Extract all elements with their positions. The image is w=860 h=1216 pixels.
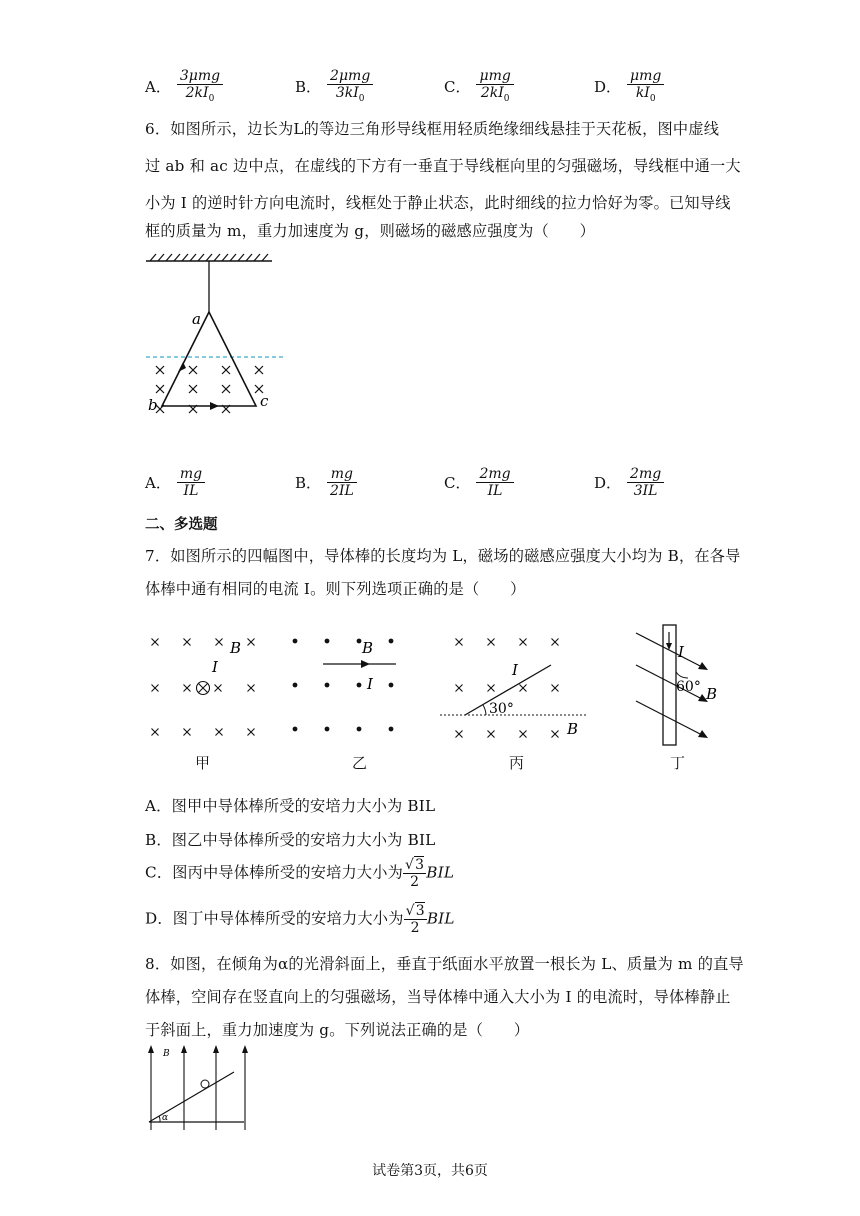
caption-yi: 乙 <box>352 754 368 772</box>
q7-option-a[interactable]: A．图甲中导体棒所受的安培力大小为 BIL <box>145 797 436 815</box>
fraction: $\frac{mg}{IL}$ <box>177 466 205 499</box>
q7-line-2: 体棒中通有相同的电流 I。则下列选项正确的是（ ） <box>145 580 526 598</box>
fraction: $\frac{mg}{2IL}$ <box>327 466 357 499</box>
q5-option-a[interactable]: A． $\frac{\text{3μmg}}{2kI_0}$ <box>145 68 223 104</box>
ding-label-b: B <box>706 685 718 703</box>
jia-label-b: B <box>230 639 242 657</box>
q7-option-d[interactable]: D．图丁中导体棒所受的安培力大小为 $\frac{√3}{2}$ BIL <box>145 903 455 937</box>
fraction: $\frac{\text{μmg}}{kI_0}$ <box>627 68 664 104</box>
q6-line-4: 框的质量为 m，重力加速度为 g，则磁场的磁感应强度为（ ） <box>145 222 596 240</box>
q8-label-alpha: α <box>162 1113 169 1123</box>
ding-label-i: I <box>678 643 684 661</box>
figure-yi <box>293 639 394 732</box>
bing-label-i: I <box>512 661 518 679</box>
q6-line-3: 小为 I 的逆时针方向电流时，线框处于静止状态，此时细线的拉力恰好为零。已知导线 <box>145 194 731 212</box>
fraction: $\frac{\text{3μmg}}{2kI_0}$ <box>177 68 223 104</box>
q8-label-b: B <box>163 1049 170 1059</box>
page-footer: 试卷第3页，共6页 <box>372 1163 488 1179</box>
q6-option-b[interactable]: B． $\frac{mg}{2IL}$ <box>295 466 357 499</box>
yi-label-b: B <box>362 639 374 657</box>
q7-line-1: 7．如图所示的四幅图中，导体棒的长度均为 L，磁场的磁感应强度大小均为 B，在各导 <box>145 547 741 565</box>
q7-figures <box>140 620 730 752</box>
q5-option-c[interactable]: C． $\frac{\text{μmg}}{2kI_0}$ <box>444 68 514 104</box>
q8-line-1: 8．如图，在倾角为α的光滑斜面上，垂直于纸面水平放置一根长为 L、质量为 m 的直导 <box>145 955 744 973</box>
q6-option-a[interactable]: A． $\frac{mg}{IL}$ <box>145 466 205 499</box>
q6-line-1: 6．如图所示，边长为L的等边三角形导线框用轻质绝缘细线悬挂于天花板，图中虚线 <box>145 120 720 138</box>
fraction: $\frac{\text{μmg}}{2kI_0}$ <box>476 68 513 104</box>
caption-ding: 丁 <box>670 754 686 772</box>
caption-bing: 丙 <box>509 754 525 772</box>
q6-option-c[interactable]: C． $\frac{2mg}{IL}$ <box>444 466 514 499</box>
jia-label-i: I <box>212 658 218 676</box>
q6-line-2: 过 ab 和 ac 边中点，在虚线的下方有一垂直于导线框向里的匀强磁场，导线框中通一大 <box>145 157 741 175</box>
yi-label-i: I <box>367 675 373 693</box>
q5-option-b[interactable]: B． $\frac{\text{2μmg}}{3kI_0}$ <box>295 68 373 104</box>
bing-angle: 30° <box>489 701 514 717</box>
fraction: $\frac{\text{2μmg}}{3kI_0}$ <box>327 68 373 104</box>
q6-triangle-figure <box>140 250 300 420</box>
label-a: a <box>192 310 201 328</box>
figure-bing <box>456 639 559 738</box>
bing-label-b: B <box>567 720 579 738</box>
ding-angle: 60° <box>676 679 701 695</box>
q6-option-d[interactable]: D． $\frac{2mg}{3IL}$ <box>594 466 664 499</box>
fraction: $\frac{2mg}{IL}$ <box>476 466 513 499</box>
label-c: c <box>260 392 269 410</box>
fraction: $\frac{2mg}{3IL}$ <box>627 466 664 499</box>
q8-line-3: 于斜面上，重力加速度为 g。下列说法正确的是（ ） <box>145 1021 530 1039</box>
caption-jia: 甲 <box>195 754 211 772</box>
q7-option-c[interactable]: C．图丙中导体棒所受的安培力大小为 $\frac{√3}{2}$ BIL <box>145 857 455 891</box>
label-b: b <box>148 396 158 414</box>
sqrt-fraction: $\frac{√3}{2}$ <box>405 903 425 937</box>
q8-line-2: 体棒，空间存在竖直向上的匀强磁场，当导体棒中通入大小为 I 的电流时，导体棒静止 <box>145 988 731 1006</box>
section-title: 二、多选题 <box>145 517 218 533</box>
q5-option-d[interactable]: D． $\frac{\text{μmg}}{kI_0}$ <box>594 68 664 104</box>
q7-option-b[interactable]: B．图乙中导体棒所受的安培力大小为 BIL <box>145 831 436 849</box>
q8-incline-figure <box>140 1042 250 1132</box>
sqrt-fraction: $\frac{√3}{2}$ <box>405 857 425 891</box>
